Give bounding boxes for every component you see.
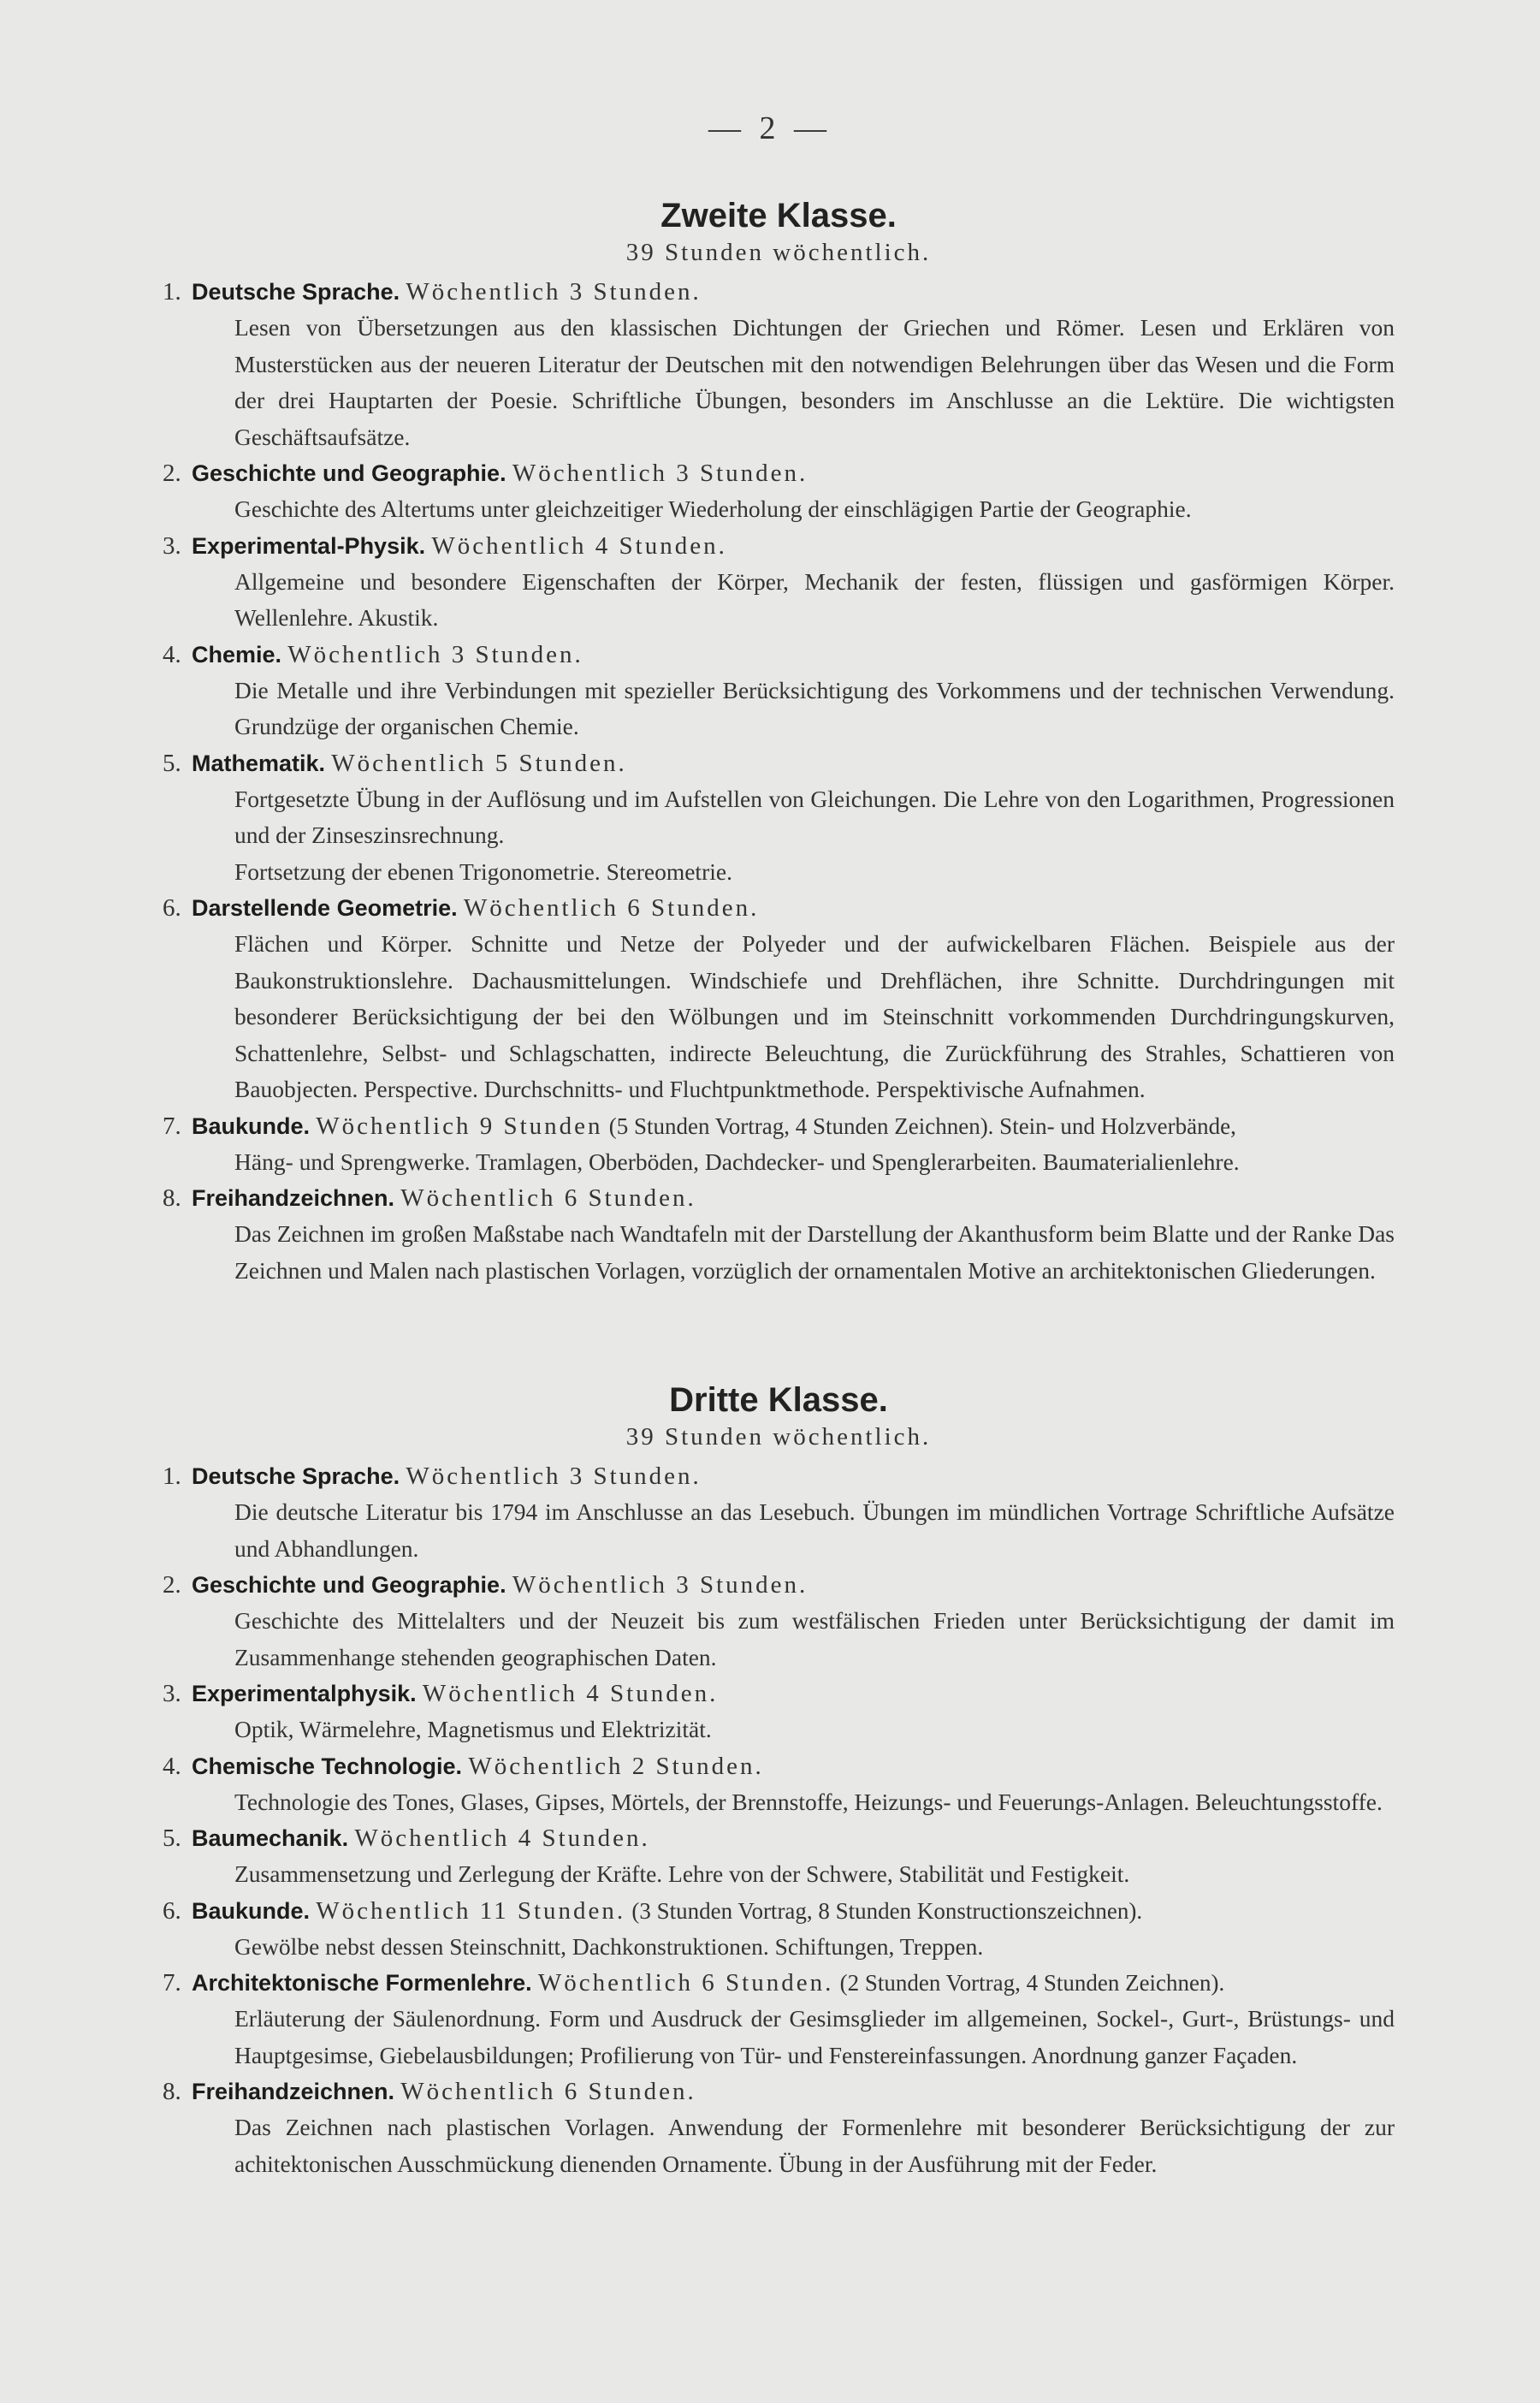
entry-heading (163, 890, 1395, 926)
weekly-hours: Wöchentlich 3 Stunden. (406, 278, 702, 306)
subject-name: Baukunde. (192, 1112, 311, 1139)
entry-number: 4. (163, 640, 181, 668)
weekly-hours: Wöchentlich 4 Stunden. (431, 531, 727, 560)
course-entry (163, 1108, 1395, 1181)
entry-number: 1. (163, 278, 181, 306)
course-description: Die Metalle und ihre Verbindungen mit spezieller Berücksichtigung des Vorkommens und der technischen Verwendung. Grundzüge der organischen Chemie. (234, 676, 1395, 739)
course-description: Erläuterung der Säulenordnung. Form und Ausdruck der Gesimsglieder im allgemeinen, Sockel-, Gurt-, Brüstungs- und Hauptgesimse, Giebelausbildungen; Profilierung von Tür- und Fenstereinfassungen. Anordnung ganzer Façaden. (234, 2005, 1395, 2068)
subject-name: Experimental-Physik. (192, 532, 426, 559)
course-entry (163, 1820, 1395, 1893)
course-entry (163, 528, 1395, 637)
course-entry (163, 890, 1395, 1108)
entry-number: 5. (163, 749, 181, 777)
subject-name: Chemie. (192, 641, 282, 668)
entry-heading (163, 274, 1395, 310)
entry-heading (163, 528, 1395, 564)
entry-list (163, 274, 1395, 1289)
entry-heading (163, 637, 1395, 673)
subject-name: Experimentalphysik. (192, 1681, 417, 1706)
entry-number: 4. (163, 1752, 181, 1780)
section-title: Zweite Klasse. (660, 197, 897, 234)
course-description: Das Zeichnen im großen Maßstabe nach Wandtafeln mit der Darstellung der Akanthusform beim Blatte und der Ranke Das Zeichnen und Malen nach plastischen Vorlagen, vorzüglich der ornamentalen Motive an architektonischen Gliederungen. (234, 1220, 1395, 1284)
entry-number: 5. (163, 1824, 181, 1852)
entry-heading (163, 1965, 1395, 2001)
course-entry (163, 455, 1395, 528)
weekly-hours: Wöchentlich 3 Stunden. (512, 1571, 808, 1599)
entry-number: 3. (163, 1680, 181, 1707)
weekly-hours: Wöchentlich 5 Stunden. (331, 749, 627, 777)
entry-heading (163, 1458, 1395, 1494)
course-description: Geschichte des Mittelalters und der Neuzeit bis zum westfälischen Frieden unter Berücksichtigung der damit im Zusammenhange stehenden geographischen Daten. (234, 1607, 1395, 1670)
course-description: Flächen und Körper. Schnitte und Netze der Polyeder und der aufwickelbaren Flächen. Beispiele aus der Baukonstruktionslehre. Dachausmittelungen. Windschiefe und Drehflächen, ihre Schnitte. Durchdringungen mit besonderer Berücksichtigung der bei den Wölbungen und im Steinschnitt vorkommenden Durchdringungskurven, Schattenlehre, Selbst- und Schlagschatten, indirecte Beleuchtung, die Zurückführung des Strahles, Schattieren von Bauobjecten. Perspective. Durchschnitts- und Fluchtpunktmethode. Perspektivische Aufnahmen. (234, 930, 1395, 1102)
subject-name: Baukunde. (192, 1897, 311, 1924)
weekly-hours: Wöchentlich 9 Stunden (316, 1112, 603, 1140)
entry-heading (163, 745, 1395, 781)
course-description: Zusammensetzung und Zerlegung der Kräfte. Lehre von der Schwere, Stabilität und Festigkeit. (234, 1860, 1130, 1887)
entry-heading (163, 1567, 1395, 1603)
course-description: Geschichte des Altertums unter gleichzeitiger Wiederholung der einschlägigen Partie der Geographie. (234, 495, 1192, 522)
entry-list (163, 1458, 1395, 2182)
entry-number: 6. (163, 1896, 181, 1925)
entry-heading (163, 1676, 1395, 1712)
entry-number: 2. (163, 460, 181, 487)
entry-heading (163, 1108, 1395, 1144)
course-description: Das Zeichnen nach plastischen Vorlagen. Anwendung der Formenlehre mit besonderer Berücksichtigung der zur achitektonischen Ausschmückung dienenden Ornamente. Übung in der Ausführung mit der Feder. (234, 2114, 1395, 2177)
course-entry (163, 2074, 1395, 2182)
entry-number: 3. (163, 531, 181, 560)
weekly-hours: Wöchentlich 6 Stunden. (537, 1969, 834, 1997)
entry-heading (163, 1893, 1395, 1929)
subject-name: Geschichte und Geographie. (192, 1572, 506, 1598)
subject-name: Freihandzeichnen. (192, 1185, 395, 1211)
course-description: Fortgesetzte Übung in der Auflösung und im Aufstellen von Gleichungen. Die Lehre von den Logarithmen, Progressionen und der Zinseszinsrechnung. Fortsetzung der ebenen Trigonometrie. Stereometrie. (234, 785, 1395, 885)
entry-number: 7. (163, 1112, 181, 1140)
entry-heading (163, 1180, 1395, 1216)
weekly-hours: Wöchentlich 6 Stunden. (463, 894, 760, 922)
section-title: Dritte Klasse. (669, 1381, 888, 1419)
hours-detail: (3 Stunden Vortrag, 8 Stunden Konstructionszeichnen). (631, 1897, 1143, 1924)
hours-detail: (5 Stunden Vortrag, 4 Stunden Zeichnen). Stein- und Holzverbände, (608, 1112, 1236, 1139)
section-subtitle: 39 Stunden wöchentlich. (625, 1423, 932, 1451)
subject-name: Deutsche Sprache. (192, 1463, 400, 1489)
entry-heading (163, 1748, 1395, 1784)
entry-number: 7. (163, 1969, 181, 1997)
subject-name: Baumechanik. (192, 1825, 349, 1851)
weekly-hours: Wöchentlich 4 Stunden. (422, 1680, 719, 1707)
course-entry (163, 1567, 1395, 1676)
course-entry (163, 745, 1395, 891)
section-dritte-klasse (163, 1380, 1395, 2182)
entry-number: 1. (163, 1463, 181, 1490)
subject-name: Chemische Technologie. (192, 1753, 463, 1779)
entry-number: 2. (163, 1571, 181, 1599)
weekly-hours: Wöchentlich 6 Stunden. (400, 1184, 696, 1212)
weekly-hours: Wöchentlich 2 Stunden. (468, 1752, 764, 1780)
course-entry (163, 1748, 1395, 1821)
entry-number: 6. (163, 894, 181, 922)
weekly-hours: Wöchentlich 6 Stunden. (400, 2078, 696, 2105)
weekly-hours: Wöchentlich 11 Stunden. (316, 1896, 626, 1925)
subject-name: Geschichte und Geographie. (192, 460, 506, 486)
entry-number: 8. (163, 1184, 181, 1212)
course-entry (163, 1180, 1395, 1289)
entry-heading (163, 1820, 1395, 1856)
course-entry (163, 1458, 1395, 1567)
course-entry (163, 274, 1395, 455)
course-description: Allgemeine und besondere Eigenschaften der Körper, Mechanik der festen, flüssigen und gasförmigen Körper. Wellenlehre. Akustik. (234, 567, 1395, 631)
entry-number: 8. (163, 2078, 181, 2105)
hours-detail: (2 Stunden Vortrag, 4 Stunden Zeichnen). (839, 1970, 1225, 1996)
section-subtitle: 39 Stunden wöchentlich. (625, 239, 932, 266)
entry-heading (163, 455, 1395, 491)
subject-name: Architektonische Formenlehre. (192, 1970, 532, 1996)
weekly-hours: Wöchentlich 3 Stunden. (287, 640, 583, 668)
course-description: Häng- und Sprengwerke. Tramlagen, Oberböden, Dachdecker- und Spenglerarbeiten. Baumaterialienlehre. (234, 1148, 1240, 1175)
subject-name: Darstellende Geometrie. (192, 895, 458, 921)
weekly-hours: Wöchentlich 3 Stunden. (512, 460, 808, 487)
subject-name: Freihandzeichnen. (192, 2079, 395, 2104)
entry-heading (163, 2074, 1395, 2109)
course-entry (163, 1965, 1395, 2074)
course-entry (163, 637, 1395, 745)
course-entry (163, 1676, 1395, 1748)
course-description: Lesen von Übersetzungen aus den klassischen Dichtungen der Griechen und Römer. Lesen und Erklären von Musterstücken aus der neueren Literatur der Deutschen mit den notwendigen Belehrungen über das Wesen und die Form der drei Hauptarten der Poesie. Schriftliche Übungen, besonders im Anschlusse an die Lektüre. Die wichtigsten Geschäftsaufsätze. (234, 314, 1395, 450)
page-number: — 2 — (708, 110, 832, 146)
course-entry (163, 1893, 1395, 1966)
subject-name: Deutsche Sprache. (192, 279, 400, 305)
section-zweite-klasse (163, 195, 1395, 1289)
subject-name: Mathematik. (192, 750, 326, 776)
weekly-hours: Wöchentlich 3 Stunden. (406, 1463, 702, 1490)
weekly-hours: Wöchentlich 4 Stunden. (354, 1824, 650, 1852)
course-description: Optik, Wärmelehre, Magnetismus und Elektrizität. (234, 1716, 712, 1742)
course-description: Technologie des Tones, Glases, Gipses, Mörtels, der Brennstoffe, Heizungs- und Feuerungs-Anlagen. Beleuchtungsstoffe. (234, 1788, 1383, 1815)
course-description: Die deutsche Literatur bis 1794 im Anschlusse an das Lesebuch. Übungen im mündlichen Vortrage Schriftliche Aufsätze und Abhandlungen. (234, 1498, 1395, 1562)
course-description: Gewölbe nebst dessen Steinschnitt, Dachkonstruktionen. Schiftungen, Treppen. (234, 1932, 984, 1960)
